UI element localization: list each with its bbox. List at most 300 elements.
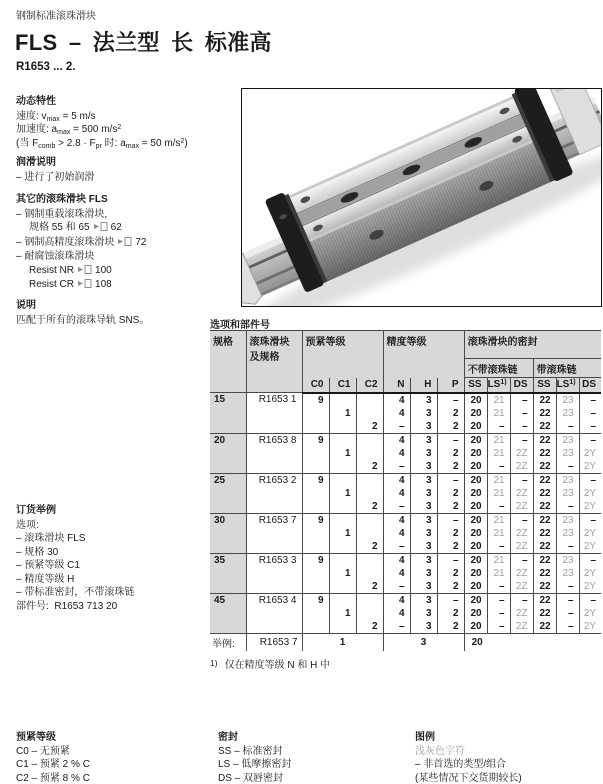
cell-ss1: 20 [464,540,487,554]
cell-n: – [383,580,410,594]
table-row [210,593,601,607]
header-ss-1: SS [464,378,487,393]
section-heading: 润滑说明 [16,157,56,168]
cell-ls2: – [556,580,579,594]
section-note [16,299,242,327]
cell-p: 2 [437,420,464,434]
cell-p: 2 [437,567,464,580]
cell-n: – [383,540,410,554]
table-row [210,473,601,487]
cell-part-number: R1653 3 [246,553,302,567]
table-row [210,393,601,407]
example-preload: 1 [302,633,383,651]
cell-c2 [356,567,383,580]
cell-ls1: 21 [487,473,510,487]
cell-h: 3 [410,407,437,420]
cell-ls1: – [487,607,510,620]
cell-c2: 2 [356,420,383,434]
cell-ss2: 22 [533,553,556,567]
cell-ls2: 23 [556,567,579,580]
legend-seals: 密封 SS – 标准密封 LS – 低摩擦密封 DS – 双唇密封 [218,731,418,784]
cell-ls2: – [556,460,579,474]
example-part: R1653 7 [246,633,302,651]
cell-c1: 1 [329,607,356,620]
table-row [210,447,601,460]
cell-part-number: R1653 7 [246,513,302,527]
example-row [210,633,601,651]
cell-part-number [246,580,302,594]
cell-c1 [329,433,356,447]
legend-item: SS – 标准密封 [218,745,283,757]
cell-size: 45 [210,593,246,607]
cell-ls1: 21 [487,393,510,407]
cell-ss2: 22 [533,527,556,540]
table-title: 选项和部件号 [210,320,270,331]
table-row [210,553,601,567]
cell-ds2: 2Y [579,487,601,500]
dynamic-line: (当 $F_{comb} > 2.8 \cdot F_{pr}$ 时: $a_{max} = 50$ $m/s^2$) [16,137,188,150]
cell-ds2: 2Y [579,567,601,580]
header-h: H [410,378,437,393]
cell-h: 3 [410,513,437,527]
cell-ss1: 20 [464,473,487,487]
cell-ds1: 2Z [510,567,533,580]
cell-size [210,420,246,434]
cell-part-number [246,567,302,580]
cell-size [210,607,246,620]
cell-size [210,540,246,554]
cell-ds2: – [579,407,601,420]
cell-ds1: 2Z [510,527,533,540]
cell-ss1: 20 [464,393,487,407]
cell-c1 [329,420,356,434]
cell-ls2: 23 [556,553,579,567]
cell-ds2: – [579,393,601,407]
section-heading: 其它的滚珠滑块 FLS [16,194,108,205]
cell-ss1: 20 [464,433,487,447]
cell-c2: 2 [356,540,383,554]
table-row [210,500,601,514]
cell-part-number [246,607,302,620]
legend-gray-sample: 浅灰色字符 [415,745,465,757]
cell-c1 [329,553,356,567]
cell-ls1: – [487,540,510,554]
cell-part-number [246,620,302,634]
cell-ls1: 21 [487,487,510,500]
cell-part-number: R1653 1 [246,393,302,407]
lubrication-item: – 进行了初始润滑 [16,171,95,183]
cell-size [210,487,246,500]
cell-ls2: 23 [556,473,579,487]
product-photo [241,88,602,307]
cell-ss2: 22 [533,447,556,460]
legend-item: C1 – 预紧 2 % C [16,759,90,770]
page-reference-icon [78,279,93,293]
other-blocks-item: 规格 55 和 65 62 [16,221,242,236]
cell-n: 4 [383,607,410,620]
cell-ds2: – [579,553,601,567]
cell-p: 2 [437,527,464,540]
cell-h: 3 [410,553,437,567]
cell-ss2: 22 [533,473,556,487]
cell-ls1: – [487,593,510,607]
example-seal: 20 [464,633,601,651]
cell-h: 3 [410,460,437,474]
cell-ls1: – [487,620,510,634]
cell-c2 [356,607,383,620]
part-number: R1653 713 20 [54,600,118,612]
cell-ds2: 2Y [579,607,601,620]
cell-c0 [302,460,329,474]
cell-ls2: – [556,607,579,620]
cell-c0 [302,487,329,500]
cell-h: 3 [410,620,437,634]
cell-p: 2 [437,620,464,634]
cell-c1: 1 [329,487,356,500]
cell-size: 35 [210,553,246,567]
cell-h: 3 [410,527,437,540]
legend-item: (某些情况下交货期较长) [415,772,522,784]
cell-ls1: – [487,580,510,594]
cell-ls2: 23 [556,407,579,420]
cell-ss2: 22 [533,593,556,607]
cell-ds1: – [510,553,533,567]
table-row [210,420,601,434]
page-reference-number: 100 [95,264,112,276]
cell-c0: 9 [302,473,329,487]
cell-ss2: 22 [533,407,556,420]
ordering-item: – 带标准密封，不带滚珠链 [16,587,135,598]
legend-preload-classes: 预紧等级 C0 – 无预紧 C1 – 预紧 2 % C C2 – 预紧 8 % C [16,731,216,784]
ordering-item: – 滚珠滑块 FLS [16,533,86,544]
cell-c2 [356,393,383,407]
cell-ds1: – [510,473,533,487]
ordering-item: – 规格 30 [16,546,59,558]
cell-c2: 2 [356,580,383,594]
cell-ls1: – [487,460,510,474]
other-blocks-item: Resist CR 108 [16,278,242,293]
cell-p: 2 [437,407,464,420]
table-footnote: $^{1)}$ 仅在精度等级 N 和 H 中 [210,658,331,671]
cell-ds1: 2Z [510,620,533,634]
note-body: 匹配于所有的滚珠导轨 SNS。 [16,314,150,326]
cell-ss2: 22 [533,540,556,554]
cell-h: 3 [410,567,437,580]
cell-n: 4 [383,567,410,580]
cell-c2 [356,407,383,420]
cell-ls1: 21 [487,447,510,460]
cell-c2 [356,433,383,447]
cell-h: 3 [410,487,437,500]
cell-part-number: R1653 2 [246,473,302,487]
cell-c1 [329,513,356,527]
cell-ls2: 23 [556,393,579,407]
cell-ds2: 2Y [579,460,601,474]
legend-item: C2 – 预紧 8 % C [16,772,90,784]
cell-ss1: 20 [464,607,487,620]
page-reference-number: 72 [135,236,147,248]
cell-c0 [302,567,329,580]
cell-h: 3 [410,447,437,460]
cell-c1 [329,580,356,594]
cell-ds1: 2Z [510,500,533,514]
cell-ds2: – [579,513,601,527]
header-c2: C2 [356,378,383,393]
cell-size: 15 [210,393,246,407]
cell-size [210,500,246,514]
cell-ls1: – [487,500,510,514]
cell-n: 4 [383,553,410,567]
cell-ls1: 21 [487,433,510,447]
cell-ds1: – [510,433,533,447]
cell-ds2: 2Y [579,620,601,634]
section-other-blocks [16,193,242,293]
cell-ds1: – [510,407,533,420]
ball-runner-block-illustration [242,89,601,306]
cell-ls1: 21 [487,513,510,527]
cell-ss2: 22 [533,460,556,474]
header-ds-1: DS [510,378,533,393]
cell-ss1: 20 [464,593,487,607]
legend-key: 图例 浅灰色字符 – 非首选的类型/组合 (某些情况下交货期较长) [415,731,603,784]
cell-ss1: 20 [464,567,487,580]
cell-ds1: 2Z [510,447,533,460]
cell-p: 2 [437,580,464,594]
table-row [210,407,601,420]
legend-item: LS – 低摩擦密封 [218,759,292,770]
example-label: 举例: [210,633,246,651]
cell-size [210,567,246,580]
cell-c1: 1 [329,527,356,540]
header-without-chain: 不带滚珠链 [464,359,533,378]
cell-n: – [383,500,410,514]
cell-ss2: 22 [533,607,556,620]
cell-ds1: 2Z [510,607,533,620]
cell-c2: 2 [356,500,383,514]
cell-ss2: 22 [533,500,556,514]
cell-n: 4 [383,593,410,607]
cell-h: 3 [410,433,437,447]
other-blocks-item: Resist NR 100 [16,264,242,279]
cell-c1 [329,593,356,607]
cell-part-number [246,540,302,554]
page-header-label: 钢制标准滚珠滑块 [16,11,96,22]
cell-c0: 9 [302,593,329,607]
cell-n: 4 [383,393,410,407]
header-with-chain: 带滚珠链 [533,359,601,378]
ordering-sub: 选项: [16,519,39,531]
cell-ss1: 20 [464,527,487,540]
header-ls-2: LS$^{1)}$ [556,378,579,393]
cell-h: 3 [410,540,437,554]
cell-c2 [356,487,383,500]
cell-n: – [383,460,410,474]
cell-ds2: – [579,473,601,487]
cell-n: – [383,620,410,634]
cell-ds2: 2Y [579,447,601,460]
cell-c0 [302,447,329,460]
cell-ds1: 2Z [510,580,533,594]
cell-c2 [356,513,383,527]
cell-c1 [329,540,356,554]
table-row [210,487,601,500]
cell-ds2: 2Y [579,527,601,540]
cell-ds2: 2Y [579,580,601,594]
cell-c2 [356,553,383,567]
cell-n: 4 [383,407,410,420]
cell-c1 [329,473,356,487]
cell-p: 2 [437,460,464,474]
header-p: P [437,378,464,393]
header-ls-1: LS$^{1)}$ [487,378,510,393]
section-heading: 说明 [16,300,36,311]
header-n: N [383,378,410,393]
cell-n: 4 [383,513,410,527]
table-row [210,620,601,634]
cell-part-number: R1653 8 [246,433,302,447]
cell-ss1: 20 [464,420,487,434]
cell-ss2: 22 [533,513,556,527]
cell-ls1: 21 [487,553,510,567]
cell-ss1: 20 [464,460,487,474]
cell-c2 [356,593,383,607]
cell-ss2: 22 [533,420,556,434]
cell-p: – [437,593,464,607]
header-accuracy-group: 精度等级 [383,331,464,378]
cell-ss2: 22 [533,393,556,407]
ordering-part-line: 部件号: R1653 713 20 [16,600,118,612]
table-row [210,460,601,474]
cell-c0 [302,500,329,514]
cell-c1: 1 [329,567,356,580]
cell-h: 3 [410,580,437,594]
cell-p: 2 [437,447,464,460]
cell-c1 [329,500,356,514]
cell-ls1: – [487,420,510,434]
section-lubrication [16,156,242,184]
table-row [210,540,601,554]
cell-ds1: 2Z [510,540,533,554]
cell-part-number [246,487,302,500]
page-title: FLS – 法兰型 长 标准高 [15,30,272,55]
header-block: 滚珠滑块 及规格 [246,331,302,393]
cell-c0 [302,607,329,620]
cell-ss2: 22 [533,433,556,447]
cell-c0: 9 [302,513,329,527]
page-reference-number: 62 [110,222,122,233]
cell-p: – [437,433,464,447]
cell-c1 [329,460,356,474]
cell-c2: 2 [356,620,383,634]
header-seals-group: 滚珠滑块的密封 [464,331,601,359]
section-ordering-example [16,504,242,613]
table-row [210,607,601,620]
cell-c1 [329,393,356,407]
cell-p: 2 [437,487,464,500]
cell-c1 [329,620,356,634]
cell-c0: 9 [302,433,329,447]
cell-ds2: – [579,593,601,607]
cell-ds2: – [579,433,601,447]
cell-part-number [246,447,302,460]
cell-c2: 2 [356,460,383,474]
cell-p: 2 [437,500,464,514]
cell-p: – [437,393,464,407]
ordering-item: – 精度等级 H [16,573,75,585]
header-size: 规格 [210,331,246,393]
cell-ds2: – [579,420,601,434]
cell-ls2: – [556,540,579,554]
cell-h: 3 [410,500,437,514]
cell-h: 3 [410,593,437,607]
cell-c0 [302,407,329,420]
cell-n: 4 [383,487,410,500]
cell-ls2: 23 [556,527,579,540]
cell-ss2: 22 [533,487,556,500]
section-heading: 订货举例 [16,505,56,516]
cell-ss1: 20 [464,513,487,527]
cell-ds1: – [510,420,533,434]
example-accuracy: 3 [383,633,464,651]
cell-ss1: 20 [464,447,487,460]
cell-c0 [302,580,329,594]
cell-ss1: 20 [464,580,487,594]
cell-ds2: 2Y [579,540,601,554]
cell-ls1: 21 [487,407,510,420]
other-blocks-item: – 耐腐蚀滚珠滑块 [16,251,95,262]
table-row [210,580,601,594]
cell-ss1: 20 [464,500,487,514]
table-header [210,331,601,393]
other-blocks-item: – 钢制高精度滚珠滑块 72 [16,236,242,251]
header-c1: C1 [329,378,356,393]
cell-p: – [437,553,464,567]
cell-c1: 1 [329,407,356,420]
cell-part-number [246,407,302,420]
cell-c0: 9 [302,553,329,567]
legend-item: – 非首选的类型/组合 [415,759,507,770]
section-heading: 动态特性 [16,96,56,107]
table-row [210,513,601,527]
cell-ds2: 2Y [579,500,601,514]
cell-ds1: – [510,393,533,407]
cell-part-number [246,500,302,514]
dynamic-line: 加速度: $a_{max} = 500$ $m/s^2$ [16,124,122,136]
page-reference-icon [94,222,109,236]
cell-c2 [356,447,383,460]
cell-ds1: 2Z [510,487,533,500]
cell-c0 [302,420,329,434]
cell-n: 4 [383,447,410,460]
page-reference-icon [78,265,93,279]
cell-c2 [356,527,383,540]
cell-ds1: – [510,593,533,607]
cell-p: – [437,513,464,527]
header-preload-group: 预紧等级 [302,331,383,378]
cell-part-number: R1653 4 [246,593,302,607]
cell-c0: 9 [302,393,329,407]
cell-size [210,620,246,634]
cell-ss1: 20 [464,620,487,634]
cell-ls2: – [556,593,579,607]
table-row [210,527,601,540]
page-reference-number: 108 [95,279,112,290]
dynamic-line: 速度: $v_{max} = 5$ m/s [16,110,96,123]
cell-size [210,460,246,474]
cell-part-number [246,460,302,474]
cell-size [210,407,246,420]
legend-item: C0 – 无预紧 [16,745,70,757]
